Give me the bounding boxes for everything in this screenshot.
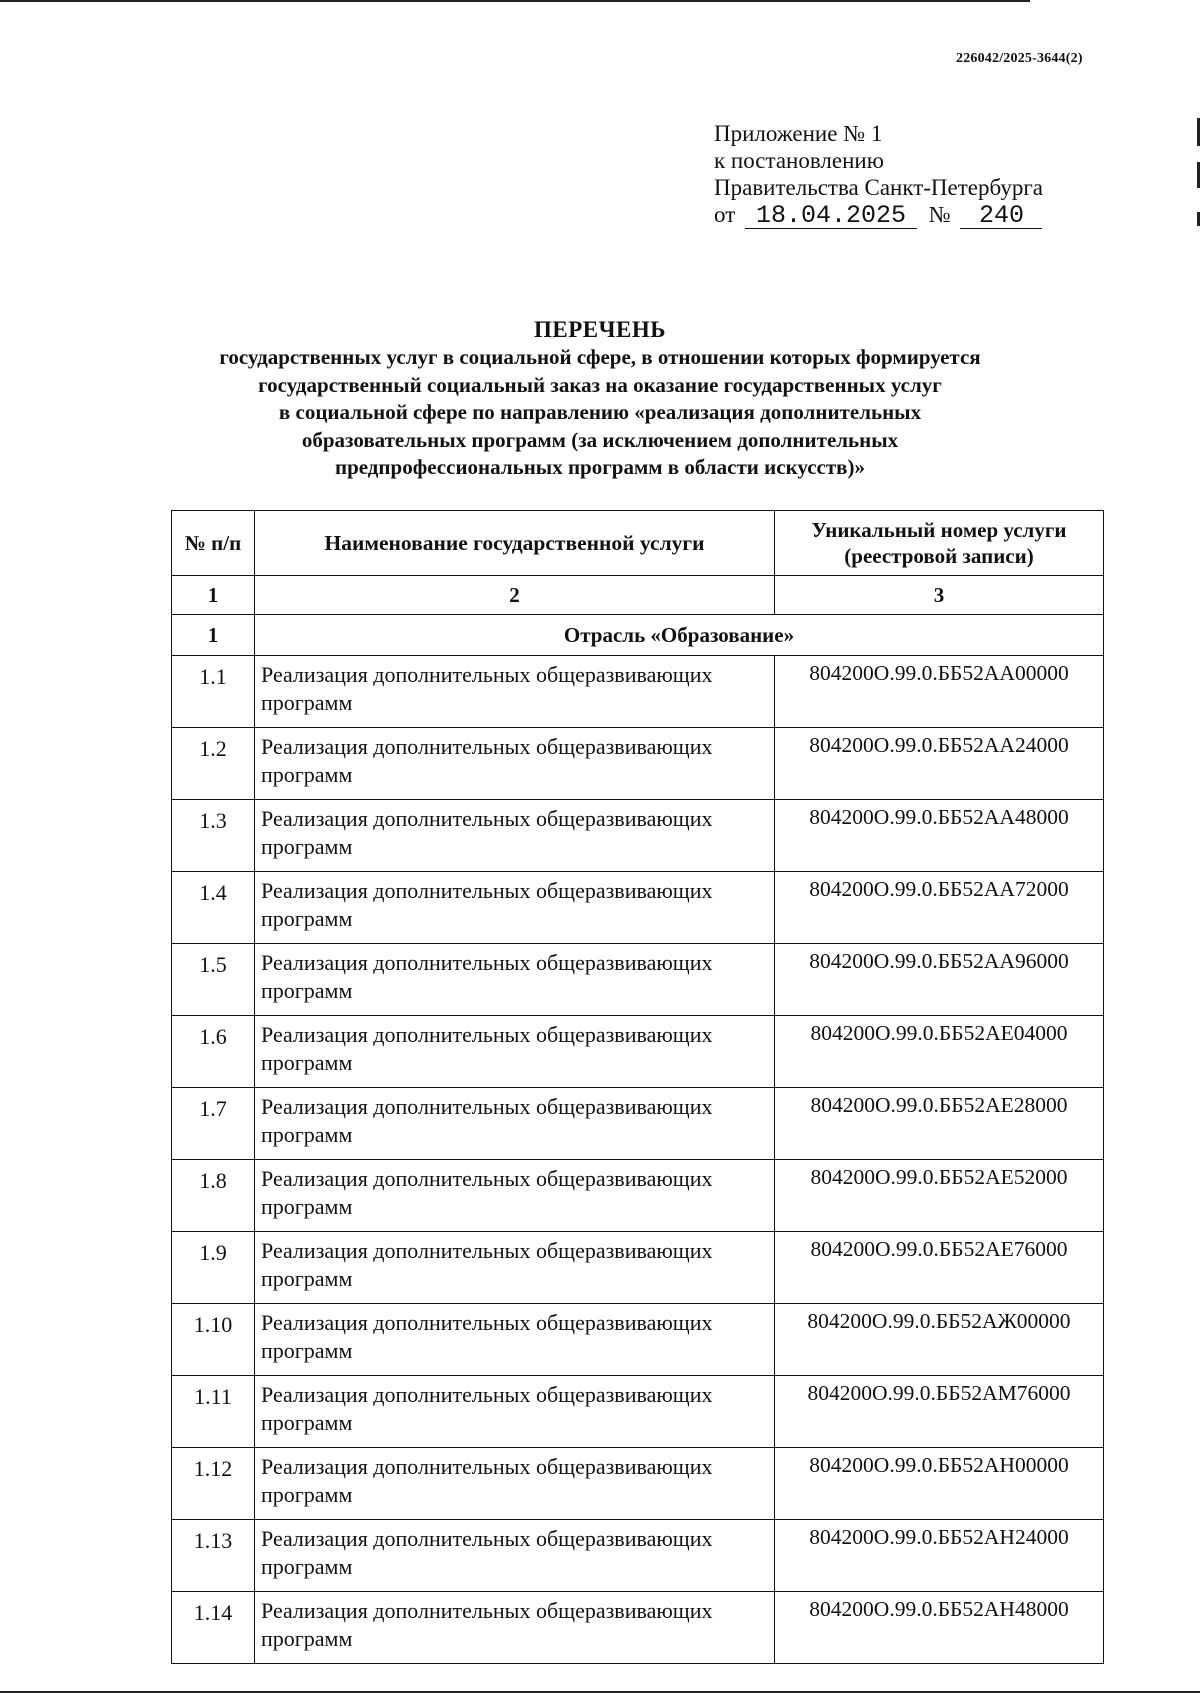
services-table [171, 510, 1104, 1664]
header-code: Уникальный номер услуги (реестровой записи) [775, 511, 1104, 576]
title-line: предпрофессиональных программ в области искусств)» [334, 455, 866, 479]
table-row [172, 1448, 1104, 1520]
appendix-line: Правительства Санкт-Петербурга [714, 175, 1043, 200]
row-number: 1.10 [172, 1304, 255, 1376]
appendix-date-line [714, 201, 1043, 229]
service-code: 804200О.99.0.ББ52АН48000 [775, 1592, 1104, 1664]
table-row [172, 728, 1104, 800]
title-heading: ПЕРЕЧЕНЬ [534, 317, 666, 342]
row-number: 1.9 [172, 1232, 255, 1304]
row-number: 1.4 [172, 872, 255, 944]
appendix-line: к постановлению [714, 148, 884, 173]
service-name: Реализация дополнительных общеразвивающих программ [255, 872, 775, 944]
row-number: 1.13 [172, 1520, 255, 1592]
service-name: Реализация дополнительных общеразвивающих программ [255, 1376, 775, 1448]
service-code: 804200О.99.0.ББ52АА48000 [775, 800, 1104, 872]
sector-num: 1 [172, 615, 255, 656]
service-code: 804200О.99.0.ББ52АМ76000 [775, 1376, 1104, 1448]
column-number: 2 [255, 576, 775, 615]
column-number: 3 [775, 576, 1104, 615]
service-code: 804200О.99.0.ББ52АЕ28000 [775, 1088, 1104, 1160]
service-name: Реализация дополнительных общеразвивающих программ [255, 944, 775, 1016]
date-prefix: от [714, 202, 736, 227]
row-number: 1.5 [172, 944, 255, 1016]
row-number: 1.7 [172, 1088, 255, 1160]
number-prefix: № [928, 202, 951, 227]
service-code: 804200О.99.0.ББ52АА72000 [775, 872, 1104, 944]
row-number: 1.12 [172, 1448, 255, 1520]
service-name: Реализация дополнительных общеразвивающих программ [255, 1088, 775, 1160]
document-title [150, 316, 1050, 482]
service-code: 804200О.99.0.ББ52АЕ76000 [775, 1232, 1104, 1304]
service-name: Реализация дополнительных общеразвивающих программ [255, 1592, 775, 1664]
table-row [172, 1304, 1104, 1376]
table-body [172, 656, 1104, 1664]
table-row [172, 1592, 1104, 1664]
table-row [172, 1088, 1104, 1160]
scan-top-rule [0, 0, 1030, 2]
sector-row [172, 615, 1104, 656]
service-code: 804200О.99.0.ББ52АЕ52000 [775, 1160, 1104, 1232]
decree-date: 18.04.2025 [745, 204, 917, 229]
service-name: Реализация дополнительных общеразвивающих программ [255, 1520, 775, 1592]
title-line: в социальной сфере по направлению «реализация дополнительных [278, 400, 922, 424]
table-row [172, 1520, 1104, 1592]
table-row [172, 872, 1104, 944]
row-number: 1.11 [172, 1376, 255, 1448]
table-header-row [172, 511, 1104, 576]
table-row [172, 1376, 1104, 1448]
row-number: 1.1 [172, 656, 255, 728]
service-code: 804200О.99.0.ББ52АА96000 [775, 944, 1104, 1016]
service-name: Реализация дополнительных общеразвивающих программ [255, 656, 775, 728]
table-row [172, 1160, 1104, 1232]
table-row [172, 656, 1104, 728]
row-number: 1.14 [172, 1592, 255, 1664]
table-row [172, 1232, 1104, 1304]
service-name: Реализация дополнительных общеразвивающих программ [255, 1304, 775, 1376]
appendix-line: Приложение № 1 [714, 121, 883, 146]
column-number: 1 [172, 576, 255, 615]
service-code: 804200О.99.0.ББ52АА00000 [775, 656, 1104, 728]
service-name: Реализация дополнительных общеразвивающих программ [255, 1232, 775, 1304]
service-name: Реализация дополнительных общеразвивающих программ [255, 1448, 775, 1520]
column-number-row [172, 576, 1104, 615]
service-code: 804200О.99.0.ББ52АН00000 [775, 1448, 1104, 1520]
row-number: 1.2 [172, 728, 255, 800]
row-number: 1.8 [172, 1160, 255, 1232]
header-name: Наименование государственной услуги [255, 511, 775, 576]
service-name: Реализация дополнительных общеразвивающих программ [255, 1160, 775, 1232]
service-code: 804200О.99.0.ББ52АН24000 [775, 1520, 1104, 1592]
service-name: Реализация дополнительных общеразвивающих программ [255, 728, 775, 800]
header-num: № п/п [172, 511, 255, 576]
table-row [172, 944, 1104, 1016]
service-name: Реализация дополнительных общеразвивающих программ [255, 1016, 775, 1088]
service-name: Реализация дополнительных общеразвивающих программ [255, 800, 775, 872]
document-id: 226042/2025-3644(2) [956, 51, 1083, 66]
sector-label: Отрасль «Образование» [255, 615, 1104, 656]
title-line: государственный социальный заказ на оказание государственных услуг [258, 372, 942, 397]
service-code: 804200О.99.0.ББ52АЖ00000 [775, 1304, 1104, 1376]
row-number: 1.6 [172, 1016, 255, 1088]
title-line: образовательных программ (за исключением дополнительных [301, 427, 899, 452]
service-code: 804200О.99.0.ББ52АА24000 [775, 728, 1104, 800]
row-number: 1.3 [172, 800, 255, 872]
decree-number: 240 [960, 204, 1042, 229]
table-row [172, 1016, 1104, 1088]
table-row [172, 800, 1104, 872]
title-line: государственных услуг в социальной сфере, в отношении которых формируется [219, 345, 981, 369]
appendix-block [714, 120, 1043, 229]
service-code: 804200О.99.0.ББ52АЕ04000 [775, 1016, 1104, 1088]
